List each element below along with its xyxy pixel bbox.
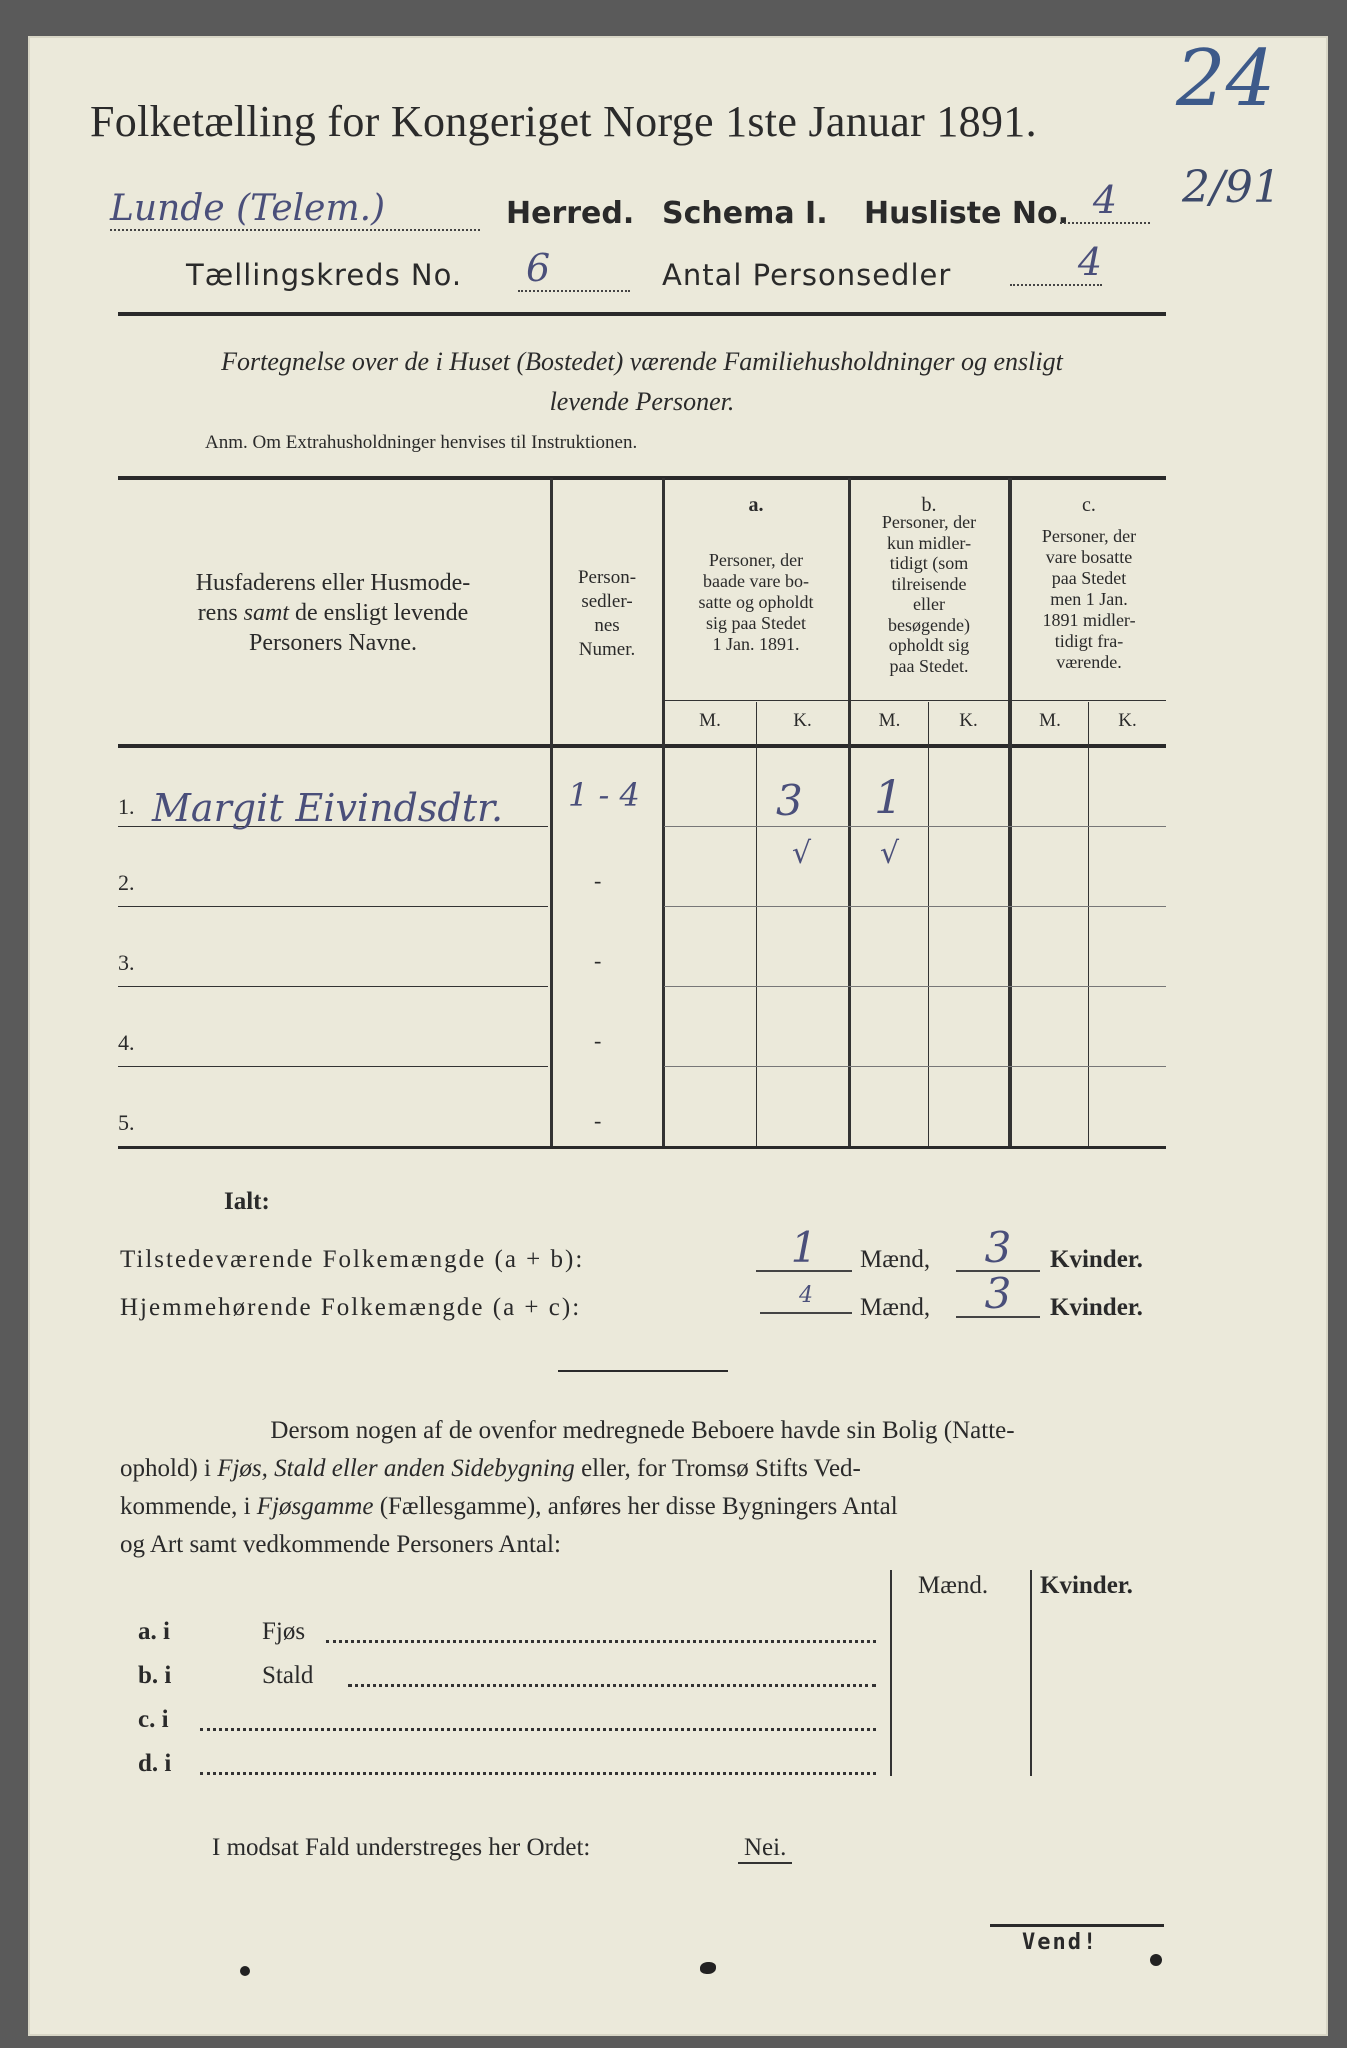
stald-row-label: b. i xyxy=(138,1662,172,1689)
intro-line-2: levende Personer. xyxy=(549,387,735,416)
fjos-row-text: Fjøs xyxy=(262,1618,306,1645)
col-a-letter: a. xyxy=(748,494,764,516)
d-row-dots xyxy=(200,1772,876,1775)
c-row-dots xyxy=(200,1728,876,1731)
hjemme-kvinder: 3 xyxy=(956,1272,1040,1318)
b-k-label: K. xyxy=(959,710,978,731)
row-line-4 xyxy=(118,1066,548,1067)
c-k-label: K. xyxy=(1118,710,1137,731)
fjos-row-label: a. i xyxy=(138,1618,170,1645)
names-column-header: Husfaderens eller Husmode- rens samt de ensligt levende Personers Navne. xyxy=(195,570,471,656)
row-line-2 xyxy=(118,906,548,907)
ink-mark-icon xyxy=(240,1966,250,1976)
herred-label: Herred. xyxy=(506,196,635,231)
col-c-header: Personer, der vare bosatte paa Stedet men 1 Jan. 1891 midler- tidigt fra- værende. xyxy=(1041,526,1137,672)
anm-note: Anm. Om Extrahusholdninger henvises til Instruktionen. xyxy=(205,432,638,453)
intro-line-1: Fortegnelse over de i Huset (Bostedet) værende Familiehusholdninger og ensligt xyxy=(221,347,1063,376)
row-2-numer: - xyxy=(594,868,602,893)
fjos-row-dots xyxy=(326,1640,876,1643)
table-row-number: 4. xyxy=(118,1030,135,1055)
row-2-b-m: √ xyxy=(880,836,900,871)
col-divider-a-mk xyxy=(756,702,757,1146)
col-b-header: Personer, der kun midler- tidigt (som tilreisende eller besøgende) opholdt sig paa Stedet. xyxy=(881,512,977,676)
census-form-page xyxy=(28,36,1328,2036)
tilstede-maend: 1 xyxy=(756,1226,852,1272)
table-row-number: 5. xyxy=(118,1110,135,1135)
separator-rule xyxy=(558,1370,728,1372)
husliste-label: Husliste No. xyxy=(864,196,1069,231)
col-divider-c-mk xyxy=(1088,702,1089,1146)
antal-label: Antal Personsedler xyxy=(662,258,952,292)
schema-label: Schema I. xyxy=(662,196,828,231)
hjemme-maend: 4 xyxy=(760,1280,852,1314)
a-m-label: M. xyxy=(699,710,721,731)
row-5-numer: - xyxy=(594,1108,602,1133)
table-row-number: 3. xyxy=(118,950,135,975)
table-row-number: 1. xyxy=(118,794,135,819)
stald-row-text: Stald xyxy=(262,1662,314,1689)
archive-number: 24 xyxy=(1176,34,1276,124)
intro-text xyxy=(118,342,1166,422)
hjemme-label: Hjemmehørende Folkemængde (a + c): xyxy=(120,1294,582,1321)
stald-row-dots xyxy=(348,1684,876,1687)
row-1-b-m: 1 xyxy=(874,770,904,824)
col-b-letter: b. xyxy=(921,494,937,516)
tilstede-maend-word: Mænd, xyxy=(860,1246,931,1273)
row-line-1-right xyxy=(664,826,1166,827)
husliste-value: 4 xyxy=(1060,178,1150,224)
row-2-a-k: √ xyxy=(792,836,812,871)
tilstede-kvinder: 3 xyxy=(956,1226,1040,1272)
row-1-numer: 1 - 4 xyxy=(568,776,640,814)
buildings-maend-header: Mænd. xyxy=(918,1572,989,1599)
modsat-text: I modsat Fald understreges her Ordet: xyxy=(212,1834,591,1861)
nei-word: Nei. xyxy=(738,1834,792,1864)
ink-mark-icon xyxy=(700,1962,716,1974)
kreds-value: 6 xyxy=(518,246,630,292)
mk-header-rule xyxy=(664,700,1166,701)
antal-value: 4 xyxy=(1010,240,1102,286)
buildings-col-divider-1 xyxy=(890,1570,892,1776)
hjemme-kvinder-word: Kvinder. xyxy=(1050,1294,1143,1321)
row-1-a-k: 3 xyxy=(776,776,803,825)
archive-sub: 2/91 xyxy=(1182,162,1281,213)
buildings-kvinder-header: Kvinder. xyxy=(1040,1572,1133,1599)
vend-text: Vend! xyxy=(1022,1930,1099,1955)
tilstede-label: Tilstedeværende Folkemængde (a + b): xyxy=(120,1246,585,1273)
header-rule xyxy=(118,312,1166,316)
hjemme-maend-word: Mænd, xyxy=(860,1294,931,1321)
ialt-label: Ialt: xyxy=(224,1188,270,1215)
col-a-header: Personer, der baade vare bo- satte og opholdt sig paa Stedet 1 Jan. 1891. xyxy=(698,550,814,654)
tilstede-kvinder-word: Kvinder. xyxy=(1050,1246,1143,1273)
numer-column-header: Person- sedler- nes Numer. xyxy=(577,567,637,660)
a-k-label: K. xyxy=(793,710,812,731)
c-m-label: M. xyxy=(1039,710,1061,731)
col-c-letter: c. xyxy=(1082,494,1096,516)
herred-value: Lunde (Telem.) xyxy=(110,188,480,231)
vend-rule xyxy=(990,1924,1164,1927)
d-row-label: d. i xyxy=(138,1750,172,1777)
table-bottom-rule xyxy=(118,1146,1166,1149)
row-line-2-right xyxy=(664,906,1166,907)
row-line-3 xyxy=(118,986,548,987)
row-4-numer: - xyxy=(594,1028,602,1053)
row-line-3-right xyxy=(664,986,1166,987)
row-1-name: Margit Eivindsdtr. xyxy=(152,786,504,830)
form-title: Folketælling for Kongeriget Norge 1ste Januar 1891. xyxy=(90,97,1037,146)
table-row-number: 2. xyxy=(118,870,135,895)
buildings-paragraph: Dersom nogen af de ovenfor medregnede Beboere havde sin Bolig (Natte- ophold) i Fjøs, Stald eller anden Sidebygning eller, for Tromsø Stifts Ved- kommende, i Fjøsgamme (Fællesgamme), anføres her disse Bygningers Antal og Art samt vedkommende Personers Antal: xyxy=(120,1417,1015,1558)
row-3-numer: - xyxy=(594,948,602,973)
b-m-label: M. xyxy=(878,710,901,731)
kreds-label: Tællingskreds No. xyxy=(186,258,463,292)
col-divider-b-mk xyxy=(928,702,929,1146)
buildings-col-divider-2 xyxy=(1030,1570,1032,1776)
ink-mark-icon xyxy=(1150,1954,1162,1966)
row-line-4-right xyxy=(664,1066,1166,1067)
c-row-label: c. i xyxy=(138,1706,169,1733)
